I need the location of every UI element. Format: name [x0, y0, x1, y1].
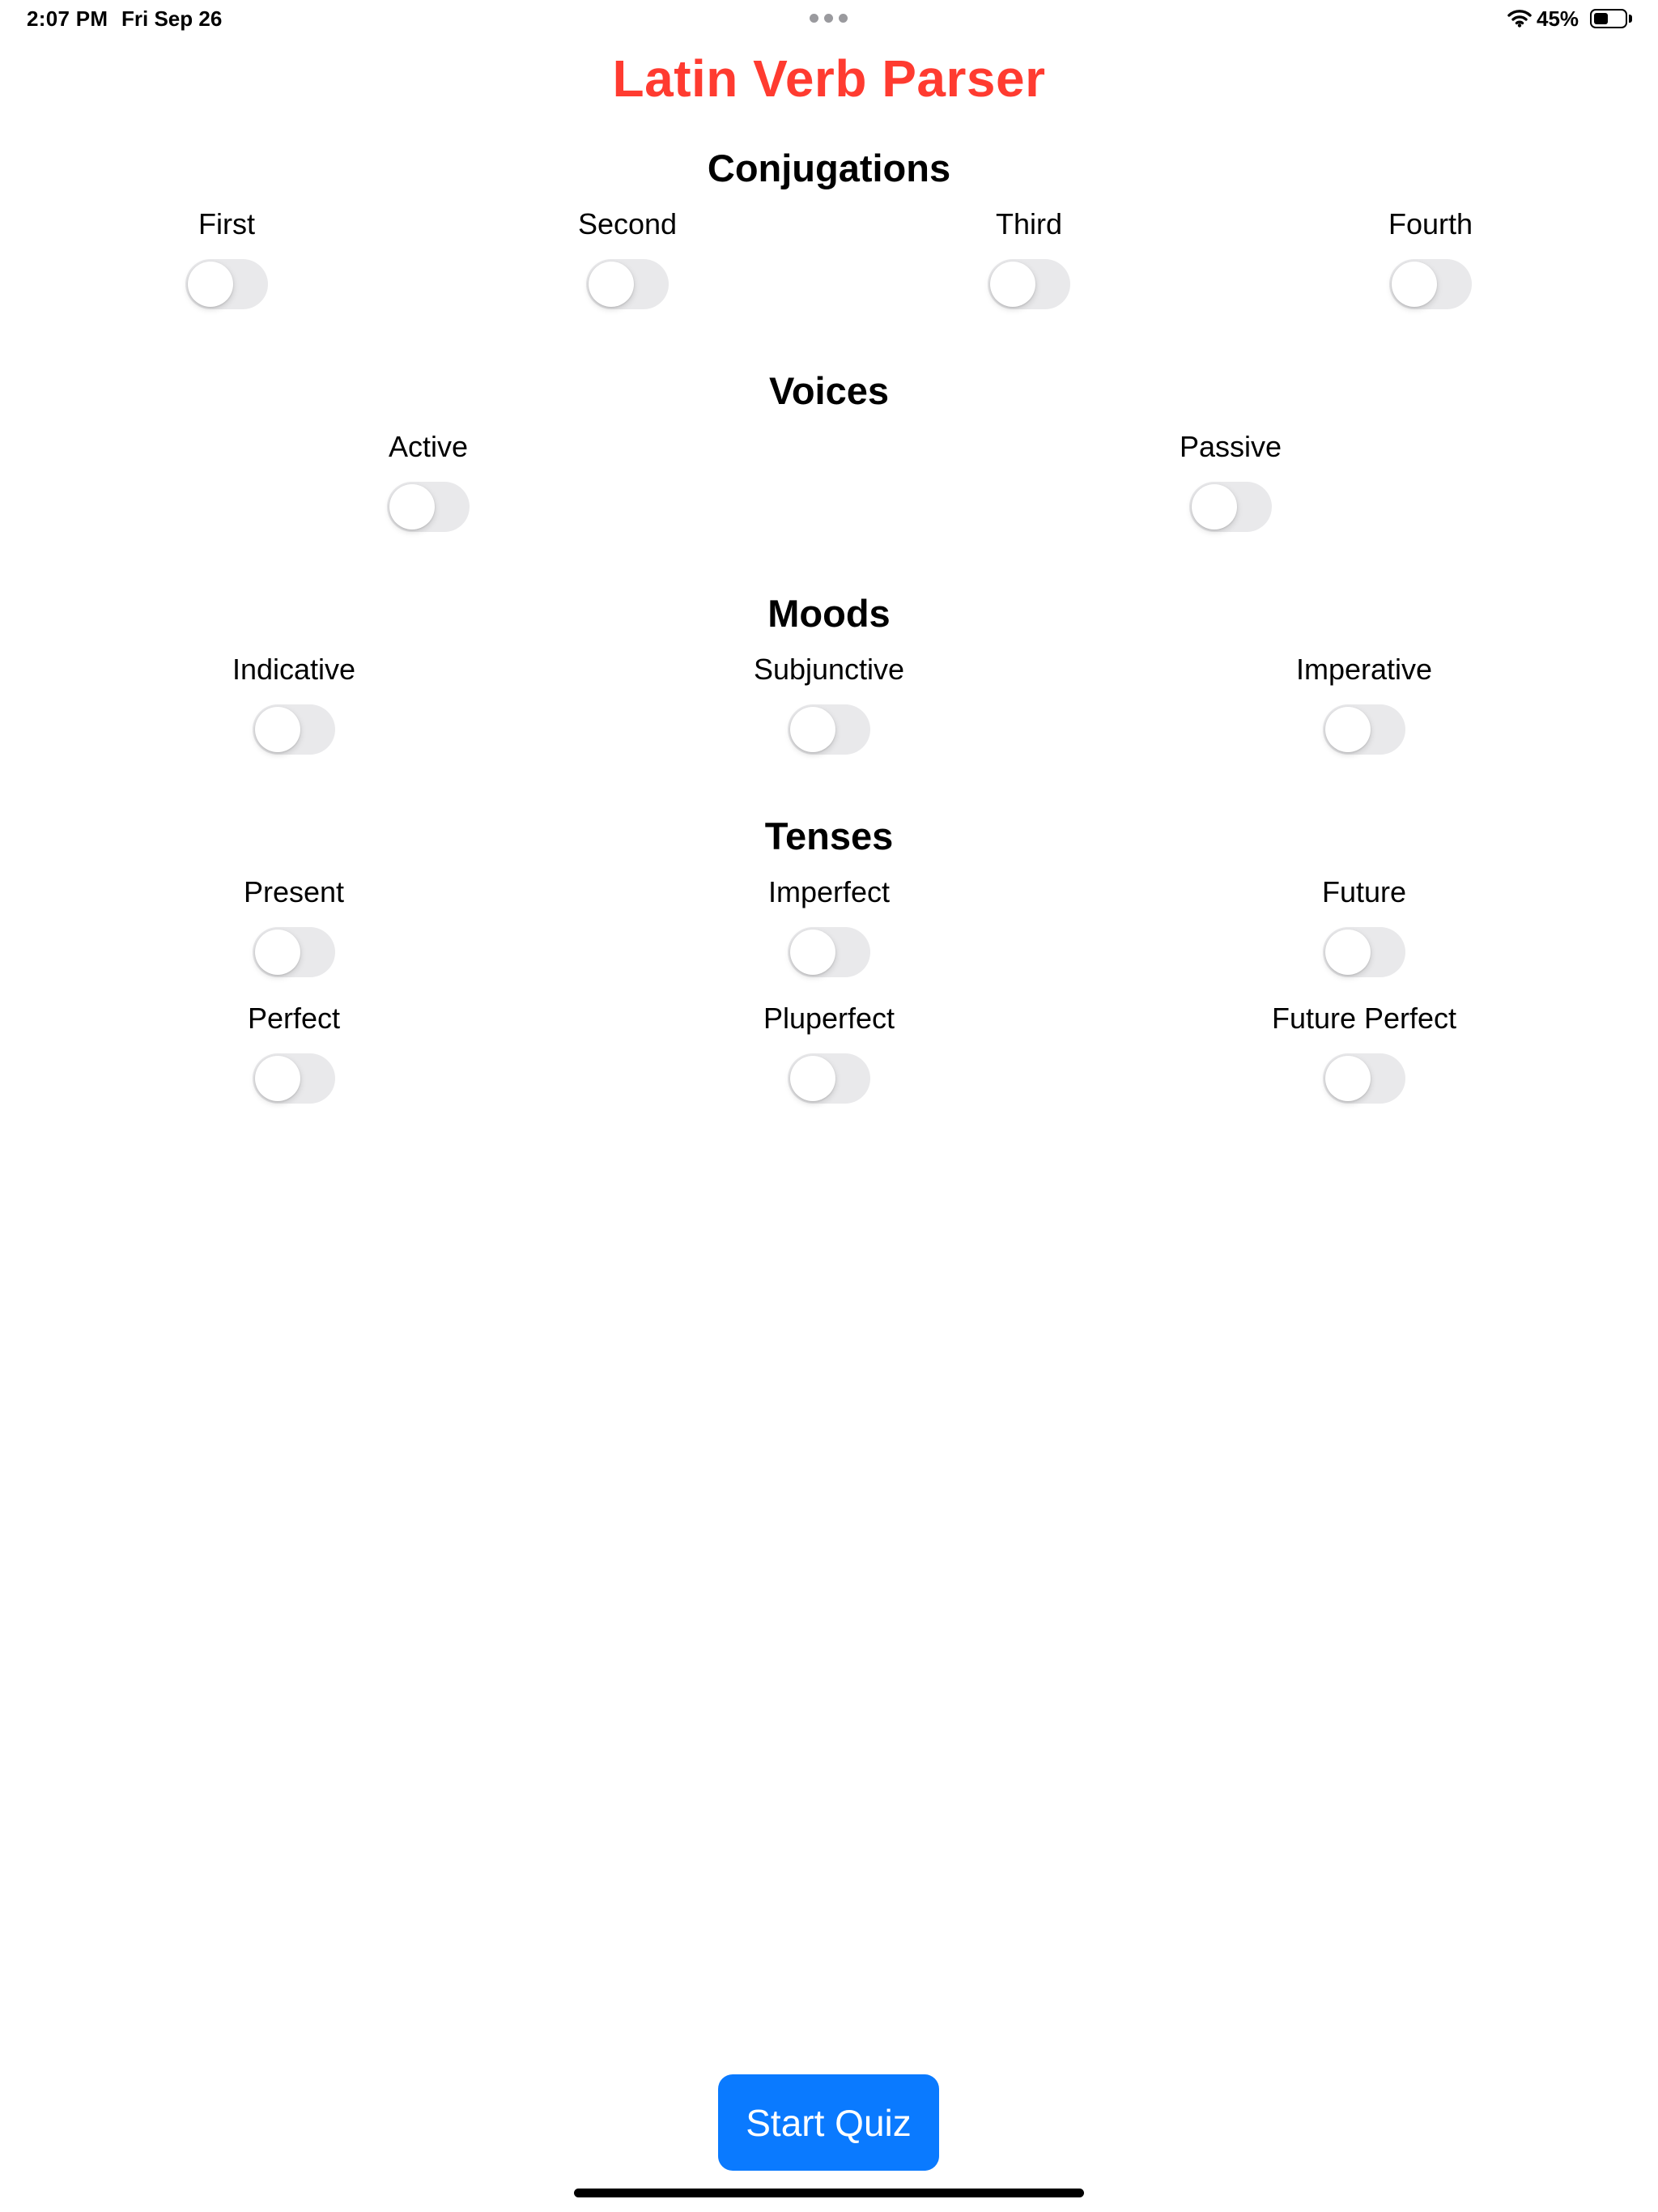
toggle-fourth-conjugation[interactable] — [1389, 259, 1472, 309]
toggle-knob — [790, 707, 835, 752]
toggle-present-tense[interactable] — [253, 927, 335, 977]
option-subjunctive-mood — [667, 653, 991, 758]
status-date: Fri Sep 26 — [121, 6, 223, 31]
toggle-knob — [255, 929, 300, 975]
section-heading-moods: Moods — [767, 592, 891, 635]
status-time: 2:07 PM — [27, 6, 108, 31]
option-first-conjugation — [65, 207, 389, 313]
toggle-imperative-mood[interactable] — [1323, 704, 1405, 755]
toggle-knob — [1325, 1056, 1371, 1101]
toggle-knob — [1392, 262, 1437, 307]
option-label: Second — [577, 207, 678, 240]
option-label: Present — [243, 875, 345, 908]
option-label: Subjunctive — [753, 653, 905, 686]
toggle-knob — [255, 1056, 300, 1101]
toggle-perfect-tense[interactable] — [253, 1053, 335, 1104]
toggle-knob — [389, 484, 435, 530]
option-label: Passive — [1179, 430, 1282, 463]
option-second-conjugation — [466, 207, 789, 313]
toggle-knob — [188, 262, 233, 307]
section-heading-voices: Voices — [768, 369, 890, 412]
toggle-future-tense[interactable] — [1323, 927, 1405, 977]
option-label: Imperfect — [767, 875, 891, 908]
ellipsis-icon[interactable] — [810, 14, 848, 23]
toggle-knob — [790, 1056, 835, 1101]
toggle-pluperfect-tense[interactable] — [788, 1053, 870, 1104]
battery-cap — [1629, 15, 1632, 23]
toggle-subjunctive-mood[interactable] — [788, 704, 870, 755]
wifi-icon — [1507, 8, 1532, 28]
option-third-conjugation — [867, 207, 1191, 313]
option-label: Fourth — [1388, 207, 1473, 240]
option-label: First — [198, 207, 255, 240]
battery-percent: 45% — [1537, 6, 1579, 31]
toggle-imperfect-tense[interactable] — [788, 927, 870, 977]
option-pluperfect-tense — [667, 1002, 991, 1107]
home-indicator[interactable] — [574, 2189, 1084, 2197]
status-bar — [0, 0, 1658, 39]
option-active-voice — [266, 430, 590, 535]
toggle-second-conjugation[interactable] — [586, 259, 669, 309]
toggle-future-perfect-tense[interactable] — [1323, 1053, 1405, 1104]
battery-level-fill — [1594, 13, 1608, 24]
toggle-knob — [1325, 929, 1371, 975]
toggle-knob — [790, 929, 835, 975]
toggle-knob — [589, 262, 634, 307]
option-future-perfect-tense — [1202, 1002, 1526, 1107]
option-perfect-tense — [132, 1002, 456, 1107]
toggle-knob — [255, 707, 300, 752]
toggle-first-conjugation[interactable] — [185, 259, 268, 309]
option-imperfect-tense — [667, 875, 991, 981]
option-present-tense — [132, 875, 456, 981]
toggle-knob — [1192, 484, 1237, 530]
option-label: Pluperfect — [763, 1002, 895, 1035]
toggle-passive-voice[interactable] — [1189, 482, 1272, 532]
option-passive-voice — [1069, 430, 1392, 535]
section-heading-tenses: Tenses — [764, 815, 894, 857]
toggle-knob — [1325, 707, 1371, 752]
option-fourth-conjugation — [1269, 207, 1592, 313]
option-future-tense — [1202, 875, 1526, 981]
app-title: Latin Verb Parser — [612, 49, 1046, 108]
battery-icon — [1590, 9, 1627, 28]
toggle-indicative-mood[interactable] — [253, 704, 335, 755]
option-label: Indicative — [232, 653, 356, 686]
option-label: Third — [995, 207, 1063, 240]
option-imperative-mood — [1202, 653, 1526, 758]
option-label: Future — [1321, 875, 1407, 908]
option-indicative-mood — [132, 653, 456, 758]
option-label: Imperative — [1295, 653, 1433, 686]
option-label: Perfect — [247, 1002, 341, 1035]
toggle-knob — [990, 262, 1035, 307]
start-quiz-button[interactable]: Start Quiz — [718, 2074, 939, 2171]
section-heading-conjugations: Conjugations — [707, 147, 951, 189]
toggle-third-conjugation[interactable] — [988, 259, 1070, 309]
option-label: Active — [388, 430, 469, 463]
toggle-active-voice[interactable] — [387, 482, 470, 532]
option-label: Future Perfect — [1271, 1002, 1457, 1035]
